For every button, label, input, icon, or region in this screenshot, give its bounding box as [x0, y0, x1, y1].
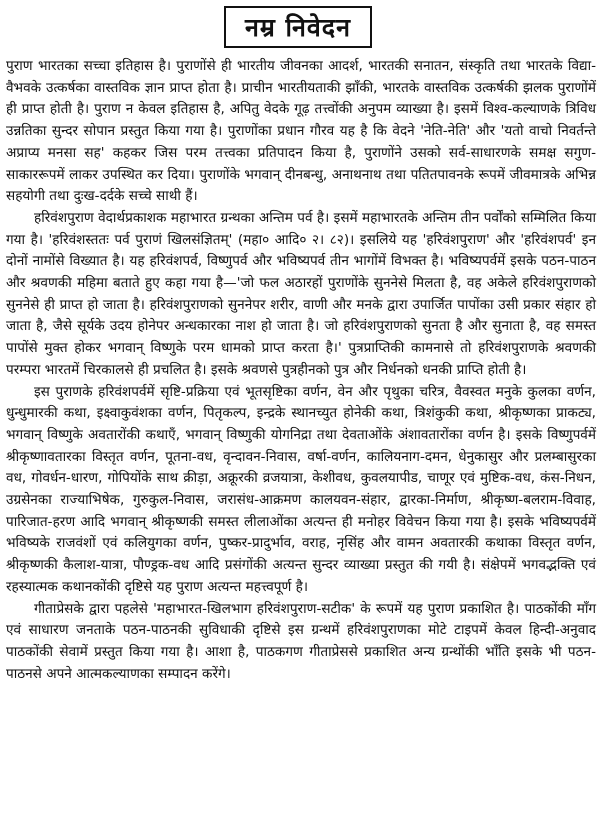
paragraph-2: हरिवंशपुराण वेदार्थप्रकाशक महाभारत ग्रन्थका अन्तिम पर्व है। इसमें महाभारतके अन्तिम तीन पर्वोंको सम्मिलित किया गया है। 'हरिवंशस्ततः पर्व पुराणं खिलसंज्ञितम्' (महा० आदि० २। ८२)। इसलिये यह 'हरिवंशपुराण' और 'हरिवंशपर्व' इन दोनों नामोंसे विख्यात है। यह हरिवंशपर्व, विष्णुपर्व और भविष्यपर्व तीन भागोंमें विभक्त है। भविष्यपर्वमें इसके पठन-पाठन और श्रवणकी महिमा बताते हुए कहा गया है—'जो फल अठारहों पुराणोंके सुननेसे मिलता है, वह अकेले हरिवंशपुराणको सुननेसे ही प्राप्त हो जाता है। हरिवंशपुराणको सुननेपर शरीर, वाणी और मनके द्वारा उपार्जित पापोंका उसी प्रकार संहार हो जाता है, जैसे सूर्यके उदय होनेपर अन्धकारका नाश हो जाता है। जो हरिवंशपुराणको सुनता है और सुनाता है, वह समस्त पापोंसे मुक्त होकर भगवान् विष्णुके परम धामको प्राप्त करता है।' पुत्रप्राप्तिकी कामनासे तो हरिवंशपुराणके श्रवणकी परम्परा भारतमें चिरकालसे ही प्रचलित है। इसके श्रवणसे पुत्रहीनको पुत्र और निर्धनको धनकी प्राप्ति होती है।: [6, 209, 596, 378]
page-title: नम्र निवेदन: [224, 6, 372, 48]
paragraph-1: पुराण भारतका सच्चा इतिहास है। पुराणोंसे ही भारतीय जीवनका आदर्श, भारतकी सनातन, संस्कृति तथा भारतके विद्या-वैभवके उत्कर्षका वास्तविक ज्ञान प्राप्त होता है। प्राचीन भारतीयताकी झाँकी, भारतके वास्तविक उत्कर्षकी झलक पुराणोंमें ही प्राप्त होती है। पुराण न केवल इतिहास है, अपितु वेदके गूढ़ तत्त्वोंकी अनुपम व्याख्या है। इसमें विश्व-कल्याणके त्रिविध उन्नतिका सुन्दर सोपान प्रस्तुत किया गया है। पुराणोंका प्रधान गौरव यह है कि वेदने 'नेति-नेति' और 'यतो वाचो निवर्तन्ते अप्राप्य मनसा सह' कहकर जिस परम तत्त्वका प्रतिपादन किया है, पुराणोंने उसको सर्व-साधारणके समक्ष सगुण-साकाररूपमें लाकर उपस्थित कर दिया। पुराणोंके भगवान् दीनबन्धु, अनाथनाथ तथा पतितपावनके रूपमें जीवमात्रके अभिन्न सहयोगी तथा दुःख-दर्दके सच्चे साथी हैं।: [6, 58, 596, 205]
body-text: [6, 56, 596, 685]
paragraph-3: इस पुराणके हरिवंशपर्वमें सृष्टि-प्रक्रिया एवं भूतसृष्टिका वर्णन, वेन और पृथुका चरित्र, वैवस्वत मनुके कुलका वर्णन, धुन्धुमारकी कथा, इक्ष्वाकुवंशका वर्णन, पितृकल्प, इन्द्रके स्थानच्युत होनेकी कथा, त्रिशंकुकी कथा, श्रीकृष्णका प्राकट्य, भगवान् विष्णुके अवतारोंकी कथाएँ, भगवान् विष्णुकी योगनिद्रा तथा देवताओंके अंशावतारोंका वर्णन है। इसके विष्णुपर्वमें श्रीकृष्णावतारका विस्तृत वर्णन, पूतना-वध, वृन्दावन-निवास, वर्षा-वर्णन, कालियनाग-दमन, धेनुकासुर और प्रलम्बासुरका वध, गोवर्धन-धारण, गोपियोंके साथ क्रीड़ा, अक्रूरकी व्रजयात्रा, केशीवध, कुवलयापीड, चाणूर एवं मुष्टिक-वध, कंस-निधन, उग्रसेनका राज्याभिषेक, गुरुकुल-निवास, जरासंध-आक्रमण कालयवन-संहार, द्वारका-निर्माण, श्रीकृष्ण-बलराम-विवाह, पारिजात-हरण आदि भगवान् श्रीकृष्णकी समस्त लीलाओंका अत्यन्त ही मनोहर विवेचन किया गया है। इसके भविष्यपर्वमें भविष्यके राजवंशों एवं कलियुगका वर्णन, पुष्कर-प्रादुर्भाव, वराह, नृसिंह और वामन अवतारकी कथाका विस्तृत वर्णन, श्रीकृष्णकी कैलाश-यात्रा, पौण्ड्रक-वध आदि प्रसंगोंकी अत्यन्त सुन्दर व्याख्या प्रस्तुत की गयी है। संक्षेपमें भगवद्भक्ति एवं रहस्यात्मक कथानकोंकी दृष्टिसे यह पुराण अत्यन्त महत्त्वपूर्ण है।: [6, 383, 596, 595]
paragraph-4: गीताप्रेसके द्वारा पहलेसे 'महाभारत-खिलभाग हरिवंशपुराण-सटीक' के रूपमें यह पुराण प्रकाशित है। पाठकोंकी माँग एवं साधारण जनताके पठन-पाठनकी सुविधाकी दृष्टिसे इस ग्रन्थमें हरिवंशपुराणका मोटे टाइपमें केवल हिन्दी-अनुवाद पाठकोंकी सेवामें प्रस्तुत किया गया है। आशा है, पाठकगण गीताप्रेससे प्रकाशित अन्य ग्रन्थोंकी भाँति इसके भी पठन-पाठनसे अपने आत्मकल्याणका सम्पादन करेंगे।: [6, 600, 596, 682]
